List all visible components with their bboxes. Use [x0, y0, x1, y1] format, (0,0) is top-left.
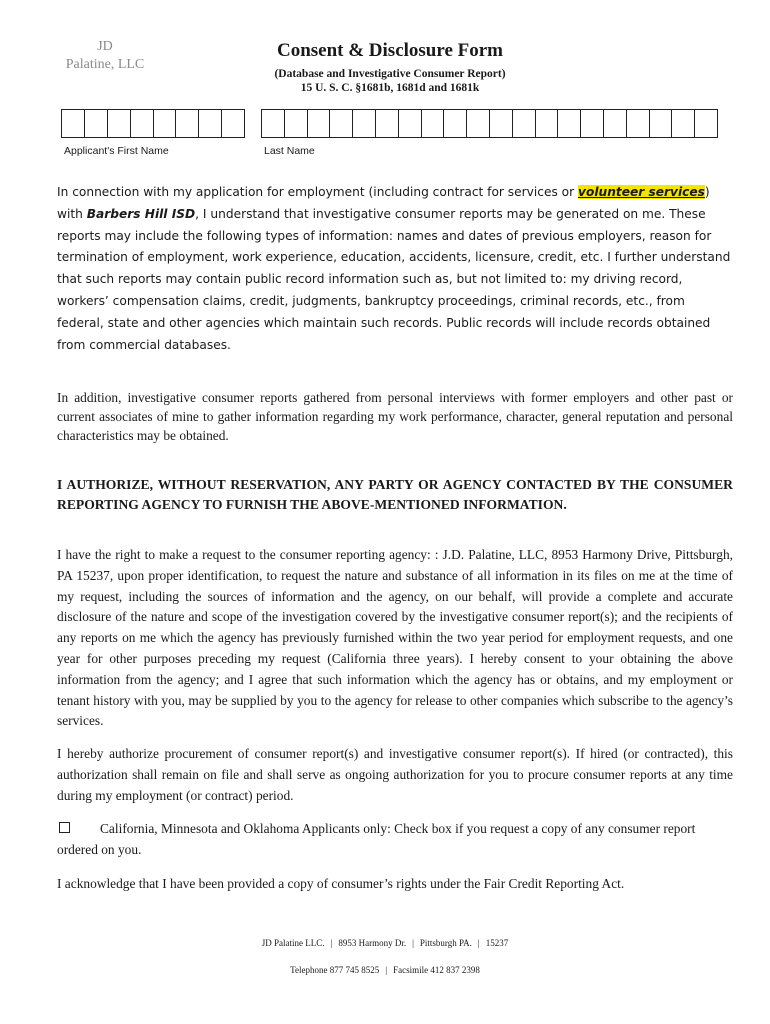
page-title: Consent & Disclosure Form [276, 40, 504, 61]
rights-paragraph: I have the right to make a request to the consumer reporting agency: : J.D. Palatine, LLC, 8953 Harmony Drive, Pittsburgh, PA 15237, upon proper identification, to request the nature and substance of all information in its files on me at the time of my request, including the sources of information and the agency, on our behalf, will provide a complete and accurate disclosure of the nature and scope of the investigation covered by the investigative consumer report(s); and the recipients of any reports on me which the agency has previously furnished within the two year period for employment requests, and one year for other purposes preceding my request (California three years). I hereby consent to your obtaining the above information from the agency; and I agree that such information which the agency has or obtains, and my employment or tenant history with you, may be supplied by you to the agency for release to other companies which subscribe to the agency’s services. [57, 547, 733, 729]
organization-name: Barbers Hill ISD [86, 206, 196, 221]
footer-facsimile: Facsimile 412 837 2398 [393, 965, 480, 975]
footer-separator: | [385, 965, 388, 975]
subtitle-line2: 15 U. S. C. §1681b, 1681d and 1681k [300, 82, 480, 94]
disclosure-paragraph [57, 182, 733, 356]
page-subtitle [200, 67, 580, 95]
footer-telephone: Telephone 877 745 8525 [290, 965, 380, 975]
procurement-paragraph: I hereby authorize procurement of consumer report(s) and investigative consumer report(s). If hired (or contracted), this authorization shall remain on file and shall serve as ongoing authorization for you to procure consumer reports at any time during my employment (or contract) period. [57, 746, 733, 803]
authorization-statement: I AUTHORIZE, WITHOUT RESERVATION, ANY PARTY OR AGENCY CONTACTED BY THE CONSUMER REPORTING AGENCY TO FURNISH THE ABOVE-MENTIONED INFORMATION. [57, 477, 733, 512]
copy-request-paragraph [57, 819, 733, 861]
footer-zip: 15237 [485, 938, 509, 948]
logo-line2: Palatine, LLC [65, 57, 145, 72]
subtitle-line1: (Database and Investigative Consumer Report) [274, 68, 506, 80]
footer-separator: | [477, 938, 480, 948]
footer-street: 8953 Harmony Dr. [338, 938, 407, 948]
copy-request-text: California, Minnesota and Oklahoma Applicants only: Check box if you request a copy of any consumer report ordered on you. [57, 821, 696, 857]
footer-city: Pittsburgh PA. [419, 938, 472, 948]
last-name-label: Last Name [264, 145, 315, 157]
footer-separator: | [412, 938, 414, 948]
para1-text-b: ) with [57, 185, 710, 221]
first-name-label: Applicant's First Name [64, 145, 169, 157]
para1-text-c: , I understand that investigative consumer reports may be generated on me. These reports may include the following types of information: names and dates of previous employers, reason for termination of employment, work experience, education, accidents, licensure, credit, etc. I further understand that such reports may contain public record information such as, but not limited to: my driving record, workers’ compensation claims, credit, judgments, bankruptcy proceedings, criminal records, etc., from federal, state and other agencies which maintain such records. Public records will include records obtained from commercial databases. [57, 206, 731, 352]
volunteer-services-highlight: volunteer services [578, 185, 705, 199]
interviews-paragraph: In addition, investigative consumer reports gathered from personal interviews with former employers and other past or current associates of mine to gather information regarding my work performance, character, general reputation and personal characteristics may be obtained. [57, 390, 733, 444]
company-logo [50, 38, 160, 74]
last-name-input[interactable] [261, 109, 718, 138]
footer-contact [0, 965, 770, 975]
footer-address [0, 938, 770, 948]
first-name-input[interactable] [61, 109, 245, 138]
footer-separator: | [330, 938, 333, 948]
acknowledgement-paragraph: I acknowledge that I have been provided a copy of consumer’s rights under the Fair Credit Reporting Act. [57, 876, 625, 891]
para1-text-a: In connection with my application for employment (including contract for services or [57, 185, 579, 199]
logo-line1: JD [97, 39, 113, 54]
footer-company: JD Palatine LLC. [261, 938, 325, 948]
copy-request-checkbox[interactable] [59, 822, 70, 833]
